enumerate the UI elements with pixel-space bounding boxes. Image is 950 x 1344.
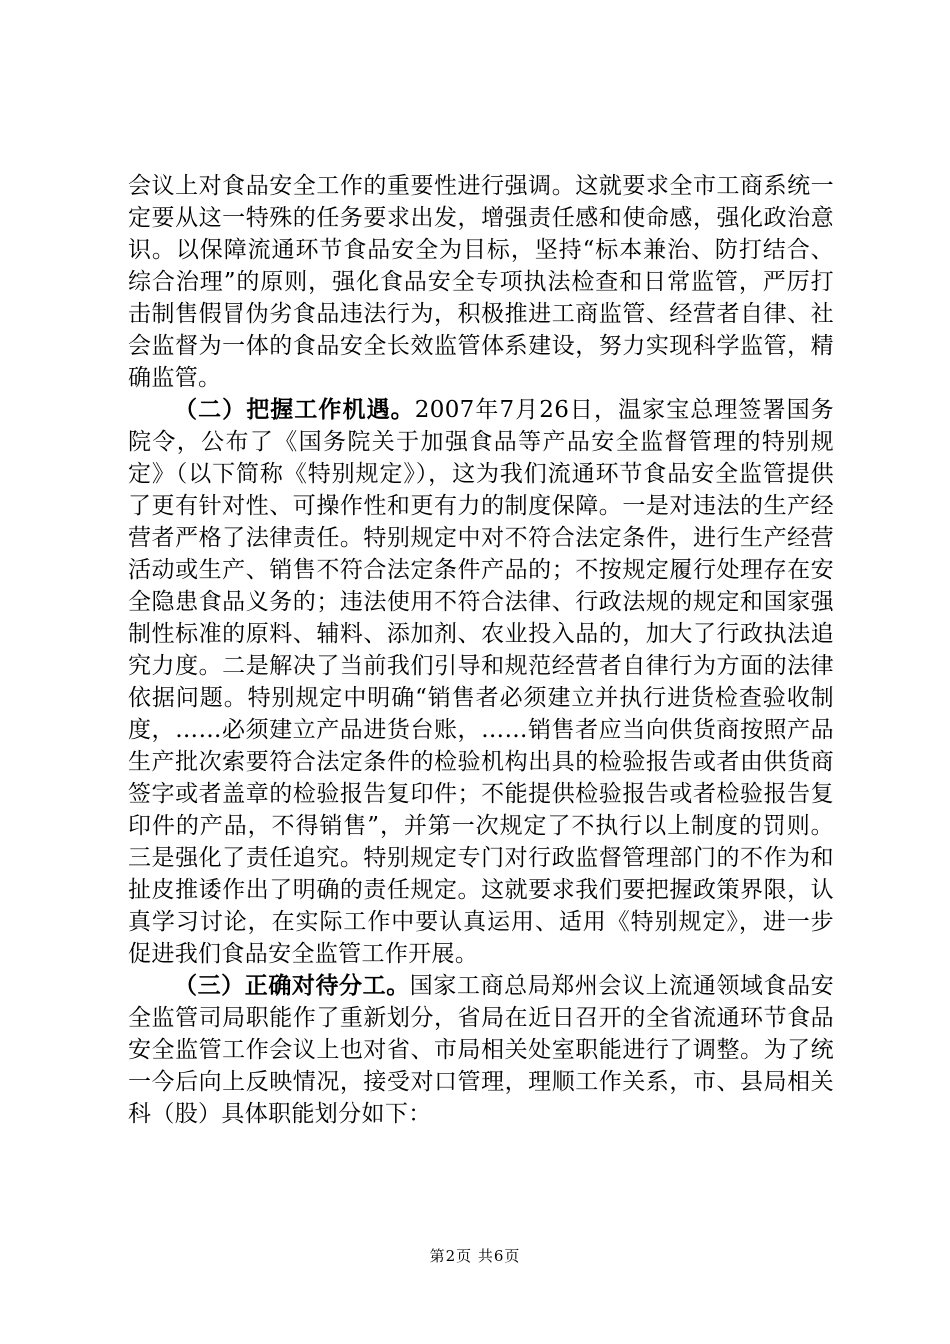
document-body — [128, 170, 834, 1130]
paragraph-text: 会议上对食品安全工作的重要性进行强调。这就要求全市工商系统一定要从这一特殊的任务要求出发，增强责任感和使命感，强化政治意识。以保障流通环节食品安全为目标，坚持“标本兼治、防打结合、综合治理”的原则，强化食品安全专项执法检查和日常监管，严厉打击制售假冒伪劣食品违法行为，积极推进工商监管、经营者自律、社会监督为一体的食品安全长效监管体系建设，努力实现科学监管，精确监管。 — [128, 173, 834, 391]
paragraph-seize-opportunity — [128, 394, 834, 970]
page-number-footer: 第2页 共6页 — [429, 1247, 521, 1265]
paragraph-text: 国家工商总局郑州会议上流通领域食品安全监管司局职能作了重新划分，省局在近日召开的全省流通环节食品安全监管工作会议上也对省、市局相关处室职能进行了调整。为了统一今后向上反映情况，接受对口管理，理顺工作关系，市、县局相关科（股）具体职能划分如下： — [128, 973, 834, 1127]
paragraph-continuation — [128, 170, 834, 394]
paragraph-division-of-work — [128, 970, 834, 1130]
paragraph-text: 2007年7月26日，温家宝总理签署国务院令，公布了《国务院关于加强食品等产品安全监督管理的特别规定》（以下简称《特别规定》），这为我们流通环节食品安全监管提供了更有针对性、可操作性和更有力的制度保障。一是对违法的生产经营者严格了法律责任。特别规定中对不符合法定条件，进行生产经营活动或生产、销售不符合法定条件产品的；不按规定履行处理存在安全隐患食品义务的；违法使用不符合法律、行政法规的规定和国家强制性标准的原料、辅料、添加剂、农业投入品的，加大了行政执法追究力度。二是解决了当前我们引导和规范经营者自律行为方面的法律依据问题。特别规定中明确“销售者必须建立并执行进货检查验收制度，……必须建立产品进货台账，……销售者应当向供货商按照产品生产批次索要符合法定条件的检验机构出具的检验报告或者由供货商签字或者盖章的检验报告复印件；不能提供检验报告或者检验报告复印件的产品，不得销售”，并第一次规定了不执行以上制度的罚则。三是强化了责任追究。特别规定专门对行政监督管理部门的不作为和扯皮推诿作出了明确的责任规定。这就要求我们要把握政策界限，认真学习讨论，在实际工作中要认真运用、适用《特别规定》，进一步促进我们食品安全监管工作开展。 — [128, 397, 835, 967]
section-heading: （二）把握工作机遇。 — [174, 397, 415, 423]
section-heading: （三）正确对待分工。 — [174, 973, 410, 999]
